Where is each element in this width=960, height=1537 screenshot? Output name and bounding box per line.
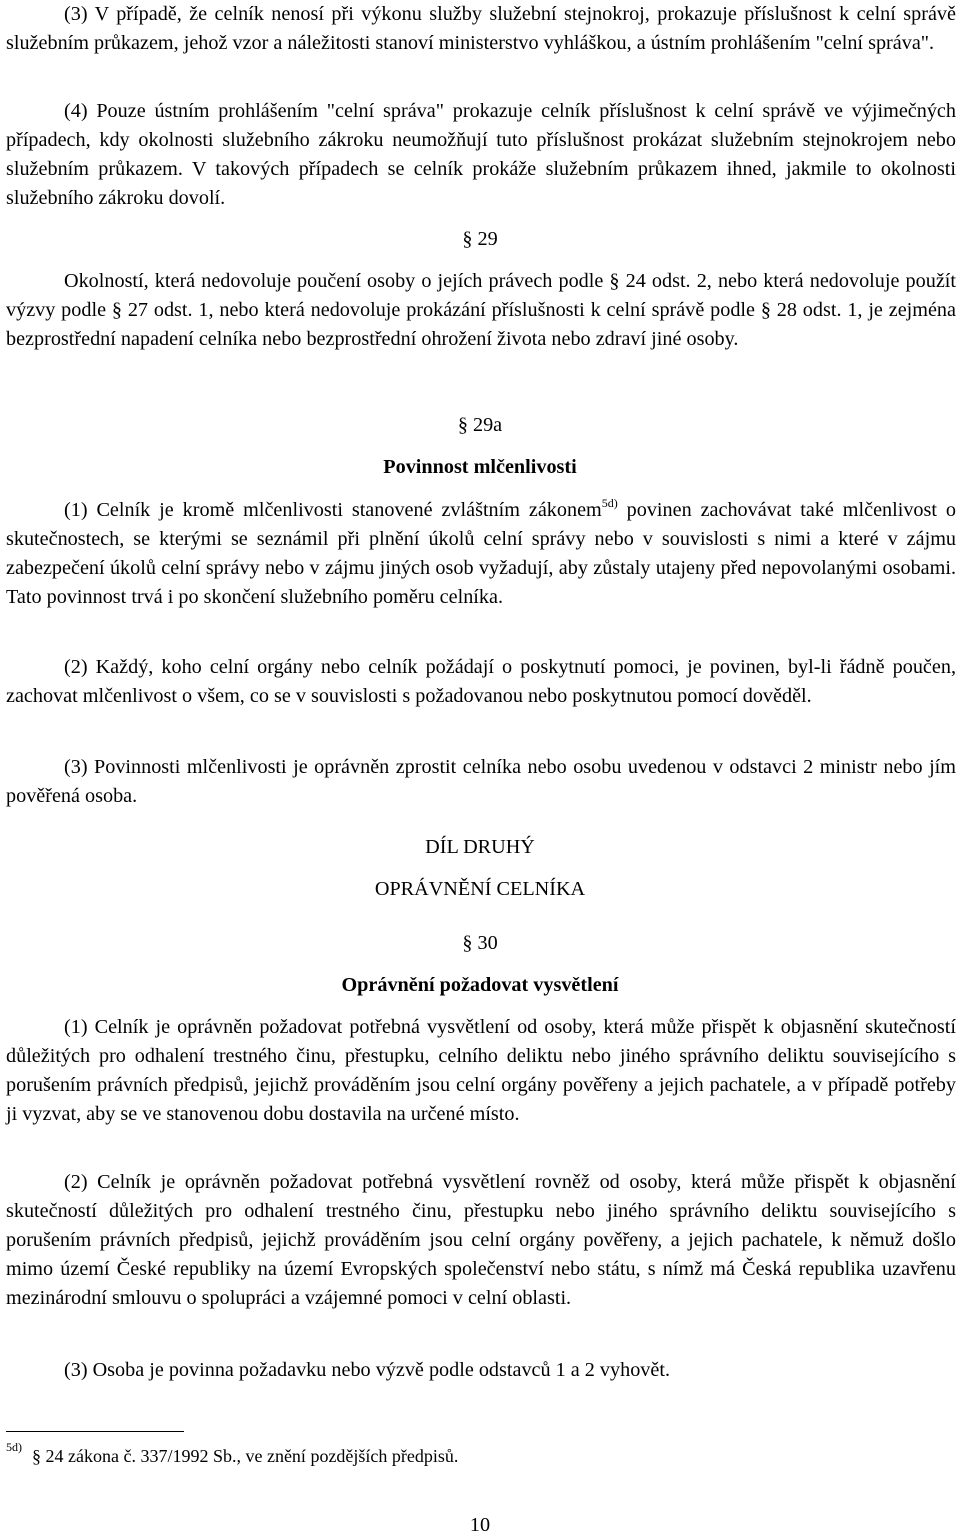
section-29a-title: Povinnost mlčenlivosti: [383, 456, 577, 478]
paragraph-29a-1: [6, 496, 956, 612]
footnote-reference: 5d): [601, 496, 618, 510]
paragraph-29a-3: (3) Povinnosti mlčenlivosti je oprávněn zprostit celníka nebo osobu uvedenou v odstavci 2 ministr nebo jím pověřená osoba.: [6, 756, 956, 807]
paragraph-28-3: (3) V případě, že celník nenosí při výkonu služby služební stejnokroj, prokazuje příslušnost k celní správě služebním průkazem, jehož vzor a náležitosti stanoví ministerstvo vyhláškou, a ústním prohlášením "celní správa".: [6, 3, 956, 54]
section-30-title: Oprávnění požadovat vysvětlení: [341, 974, 619, 996]
footnote-separator: [6, 1431, 184, 1432]
footnote-text: § 24 zákona č. 337/1992 Sb., ve znění pozdějších předpisů.: [32, 1446, 459, 1466]
section-29-heading: § 29: [462, 228, 498, 250]
paragraph-29a-1-rest: povinen zachovávat také mlčenlivost o skutečnostech, se kterými se seznámil při plnění úkolů celní správy nebo v souvislosti s nimi a které v zájmu zabezpečení úkolů celní správy nebo v zájmu jiných osob vyžadují, aby zůstaly utajeny před nepovolanými osobami. Tato povinnost trvá i po skončení služebního poměru celníka.: [6, 499, 956, 608]
paragraph-28-4: (4) Pouze ústním prohlášením "celní správa" prokazuje celník příslušnost k celní správě ve výjimečných případech, kdy okolnosti služebního zákroku neumožňují tuto příslušnost prokázat služebním stejnokrojem nebo služebním průkazem. V takových případech se celník prokáže služebním průkazem ihned, jakmile to okolnosti služebního zákroku dovolí.: [6, 100, 956, 209]
footnote-mark: 5d): [6, 1440, 22, 1454]
part-subtitle: OPRÁVNĚNÍ CELNÍKA: [374, 878, 586, 900]
paragraph-29: Okolností, která nedovoluje poučení osoby o jejích právech podle § 24 odst. 2, nebo která nedovoluje použít výzvy podle § 27 odst. 1, nebo která nedovoluje prokázání příslušnosti k celní správě podle § 28 odst. 1, je zejména bezprostřední napadení celníka nebo bezprostřední ohrožení života nebo zdraví jiné osoby.: [6, 270, 956, 350]
paragraph-29a-1-start: (1) Celník je kromě mlčenlivosti stanovené zvláštním zákonem: [64, 499, 602, 521]
paragraph-30-1: (1) Celník je oprávněn požadovat potřebná vysvětlení od osoby, která může přispět k objasnění skutečností důležitých pro odhalení trestného činu, přestupku, celního deliktu nebo jiného správního deliktu souvisejícího s porušením právních předpisů, jejichž prováděním jsou celní orgány pověřeny a jejich pachatele, a v případě potřeby ji vyzvat, aby se ve stanovenou dobu dostavila na určené místo.: [6, 1016, 956, 1125]
paragraph-29a-2: (2) Každý, koho celní orgány nebo celník požádají o poskytnutí pomoci, je povinen, byl-li řádně poučen, zachovat mlčenlivost o všem, co se v souvislosti s požadovanou nebo poskytnutou pomocí dověděl.: [6, 656, 956, 707]
paragraph-30-2: (2) Celník je oprávněn požadovat potřebná vysvětlení rovněž od osoby, která může přispět k objasnění skutečností důležitých pro odhalení trestného činu, přestupku nebo jiného správního deliktu souvisejícího s porušením právních předpisů, jejichž prováděním jsou celní orgány pověřeny, a jejich pachatele, k němuž došlo mimo území České republiky na území Evropských společenství nebo státu, s nímž má Česká republika uzavřenu mezinárodní smlouvu o spolupráci a vzájemné pomoci v celní oblasti.: [6, 1171, 956, 1309]
part-title: DÍL DRUHÝ: [425, 836, 535, 858]
paragraph-30-3: (3) Osoba je povinna požadavku nebo výzvě podle odstavců 1 a 2 vyhovět.: [64, 1359, 671, 1381]
page-number: 10: [469, 1514, 491, 1536]
section-29a-heading: § 29a: [457, 414, 503, 436]
section-30-heading: § 30: [462, 932, 498, 954]
